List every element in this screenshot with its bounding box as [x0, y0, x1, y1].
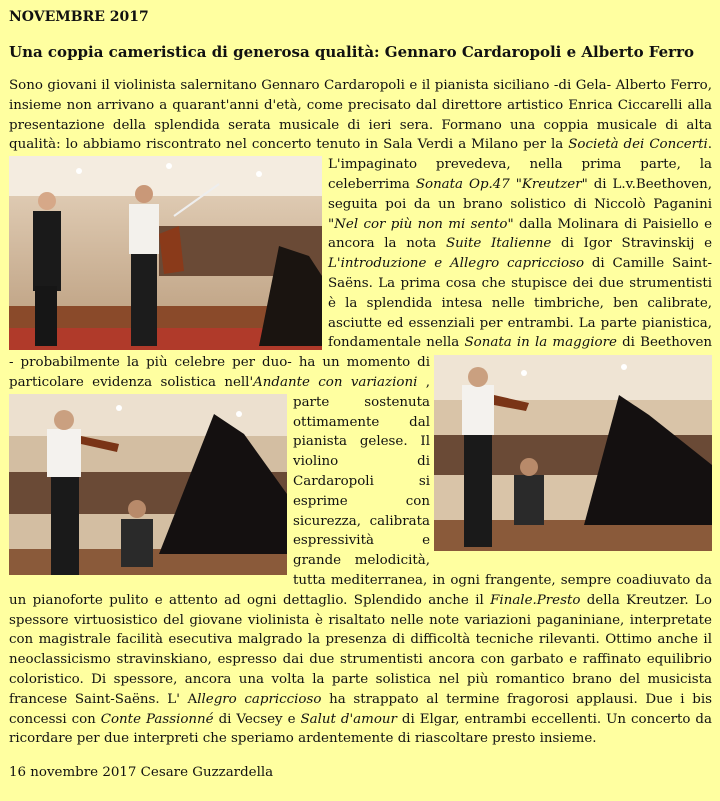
concert-photo-duo — [434, 355, 712, 551]
text-italic: Finale.Presto — [490, 592, 581, 608]
text-italic: Sonata Op.47 "Kreutzer" — [415, 176, 588, 192]
text-italic: Sonata in la maggiore — [464, 335, 617, 351]
text-segment: della Kreutzer. Lo spessore virtuosistico del giovane violinista è risaltato nelle note variazioni paganiniane, interpretate con magistrale facilità esecutiva malgrado la presenza di difficoltà tecniche rilevanti. Ottimo anche il neoclassicismo stravinskiano, espresso dai due strumentisti ancora con garbato e raffinato equilibrio coloristico. Di spessore, ancora una volta la parte solistica nel più romantico brano del musicista francese Saint-Saëns. L' A — [9, 592, 712, 707]
article-signature: 16 novembre 2017 Cesare Guzzardella — [9, 765, 274, 781]
text-segment: ha strappato al termine fragorosi applausi. Due i bis concessi con — [9, 691, 712, 727]
text-italic: L'introduzione e Allegro capriccioso — [328, 256, 585, 272]
concert-photo-performance — [9, 394, 287, 575]
text-segment: Sono giovani il violinista salernitano Gennaro Cardaropoli e il pianista siciliano -di Gela- Alberto Ferro, insieme non arrivano a quarant'anni d'età, come precisato dal direttore artistico Enrica Ciccarelli alla presentazione della splendida serata musicale di ieri sera. Formano una coppia musicale di alta qualità: lo abbiamo riscontrato nel concerto tenuto in Sala Verdi a Milano per la — [9, 78, 712, 153]
text-italic: Conte Passionné — [100, 711, 214, 727]
text-italic: Suite Italienne — [445, 236, 552, 252]
text-segment: di Camille Saint-Saëns. La prima cosa che stupisce dei due strumentisti è la splendida intesa nelle timbriche, ben calibrate, asciutte ed essenziali per entrambi. La parte pianistica, fondamentale nella — [328, 256, 713, 351]
text-segment: di Beethoven - probabilmente la più celebre per duo- ha un momento di particolare evidenza solistica nell' — [9, 335, 712, 390]
text-segment: di L.v.Beethoven, seguita poi da un brano solistico di Niccolò Paganini " — [328, 176, 712, 232]
text-italic: Nel cor più non mi sento — [334, 216, 508, 232]
text-italic: Salut d'amour — [300, 711, 397, 727]
text-italic: llegro capriccioso — [197, 691, 322, 707]
text-segment: . L'impaginato prevedeva, nella prima parte, la celeberrima — [328, 137, 712, 192]
article-headline: Una coppia cameristica di generosa qualità: Gennaro Cardaropoli e Alberto Ferro — [9, 43, 694, 61]
article-body — [9, 76, 712, 749]
text-italic: Andante con variazioni — [253, 374, 418, 390]
text-segment: di Igor Stravinskij e — [551, 236, 712, 252]
issue-month: NOVEMBRE 2017 — [9, 9, 149, 25]
text-italic: Società dei Concerti — [568, 137, 708, 153]
text-segment: di Elgar, entrambi eccellenti. Un concerto da ricordare per due interpreti che speriamo ardentemente di riascoltare presto insieme. — [9, 711, 712, 747]
concert-photo-bow — [9, 156, 322, 350]
text-segment: , parte sostenuta ottimamente dal pianista gelese. Il violino di Cardaropoli si esprime con sicurezza, calibrata espressività e grande melodicità, tutta mediterranea, in ogni frangente, sempre coadiuvato da un pianoforte pulito e attento ad ogni dettaglio. Splendido anche il — [9, 374, 712, 608]
text-segment: " dalla Molinara di Paisiello e ancora la nota — [328, 216, 712, 252]
text-segment: di Vecsey e — [213, 711, 301, 727]
